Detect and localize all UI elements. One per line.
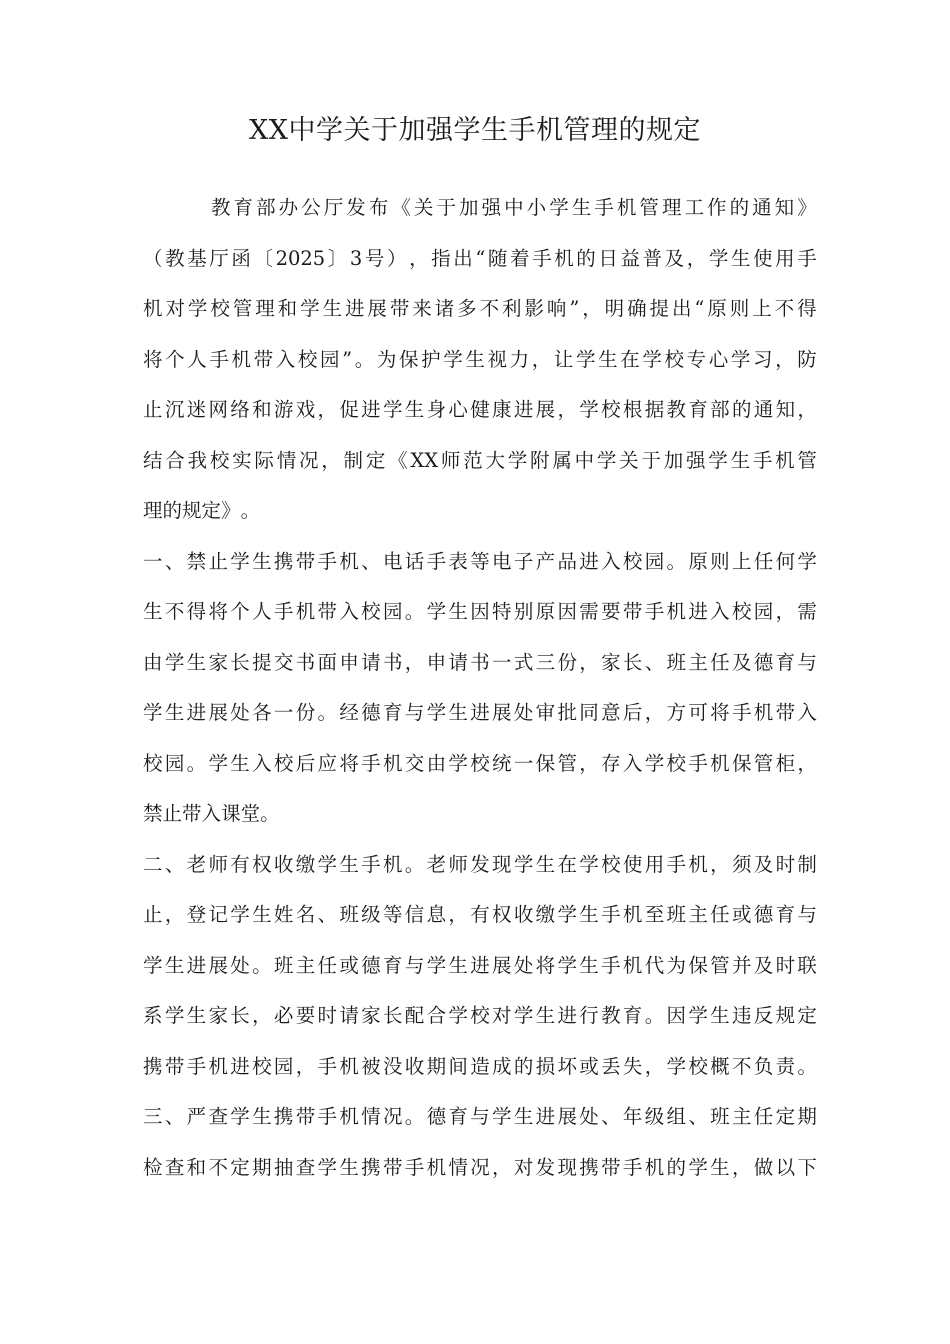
paragraph-line: 机 对 学 校 管 理 和 学 生 进 展 带 来 诸 多 不 利 影 响 ” ， 明 确 提 出 “ 原 则 上 不 得 xyxy=(143,297,817,320)
paragraph-line: 由 学 生 家 长 提 交 书 面 申 请 书 ， 申 请 书 一 式 三 份 ， 家 长 、 班 主 任 及 德 育 与 xyxy=(143,650,817,674)
paragraph-line: （ 教 基 厅 函 〔 2025 〕 3 号 ） ， 指 出 “ 随 着 手 机 的 日 益 普 及 ， 学 生 使 用 手 xyxy=(143,246,817,270)
paragraph-line: 三 、 严 查 学 生 携 带 手 机 情 况 。 德 育 与 学 生 进 展 处 、 年 级 组 、 班 主 任 定 期 xyxy=(143,1105,817,1128)
paragraph-line: 教 育 部 办 公 厅 发 布 《 关 于 加 强 中 小 学 生 手 机 管 理 工 作 的 通 知 》 xyxy=(211,196,817,219)
paragraph-line: 止 ， 登 记 学 生 姓 名 、 班 级 等 信 息 ， 有 权 收 缴 学 生 手 机 至 班 主 任 或 德 育 与 xyxy=(143,903,817,926)
paragraph-line: 检 查 和 不 定 期 抽 查 学 生 携 带 手 机 情 况 ， 对 发 现 携 带 手 机 的 学 生 ， 做 以 下 xyxy=(143,1155,817,1179)
paragraph-line: 止 沉 迷 网 络 和 游 戏 ， 促 进 学 生 身 心 健 康 进 展 ， 学 校 根 据 教 育 部 的 通 知 ， xyxy=(143,398,817,421)
paragraph-line: 学 生 进 展 处 各 一 份 。 经 德 育 与 学 生 进 展 处 审 批 同 意 后 ， 方 可 将 手 机 带 入 xyxy=(143,701,817,724)
paragraph-line: 结 合 我 校 实 际 情 况 ， 制 定 《 XX 师 范 大 学 附 属 中 学 关 于 加 强 学 生 手 机 管 xyxy=(143,448,817,472)
document-title: XX中学关于加强学生手机管理的规定 xyxy=(249,115,701,146)
paragraph-line: 学 生 进 展 处 。 班 主 任 或 德 育 与 学 生 进 展 处 将 学 生 手 机 代 为 保 管 并 及 时 联 xyxy=(143,953,817,977)
paragraph-line: 理 的 规 定 》 。 xyxy=(143,499,261,522)
paragraph-line: 校 园 。 学 生 入 校 后 应 将 手 机 交 由 学 校 统 一 保 管 ， 存 入 学 校 手 机 保 管 柜 ， xyxy=(143,751,817,775)
paragraph-line: 一 、 禁 止 学 生 携 带 手 机 、 电 话 手 表 等 电 子 产 品 进 入 校 园 。 原 则 上 任 何 学 xyxy=(143,549,817,573)
paragraph-line: 生 不 得 将 个 人 手 机 带 入 校 园 。 学 生 因 特 别 原 因 需 要 带 手 机 进 入 校 园 ， 需 xyxy=(143,600,817,623)
paragraph-line: 将 个 人 手 机 带 入 校 园 ” 。 为 保 护 学 生 视 力 ， 让 学 生 在 学 校 专 心 学 习 ， 防 xyxy=(143,347,817,371)
document-body xyxy=(143,183,817,1193)
paragraph-line: 携 带 手 机 进 校 园 ， 手 机 被 没 收 期 间 造 成 的 损 坏 或 丢 失 ， 学 校 概 不 负 责 。 xyxy=(143,1054,817,1078)
paragraph-line: 禁 止 带 入 课 堂 。 xyxy=(143,802,280,825)
paragraph-line: 系 学 生 家 长 ， 必 要 时 请 家 长 配 合 学 校 对 学 生 进 行 教 育 。 因 学 生 违 反 规 定 xyxy=(143,1004,817,1027)
paragraph-line: 二 、 老 师 有 权 收 缴 学 生 手 机 。 老 师 发 现 学 生 在 学 校 使 用 手 机 ， 须 及 时 制 xyxy=(143,852,817,876)
